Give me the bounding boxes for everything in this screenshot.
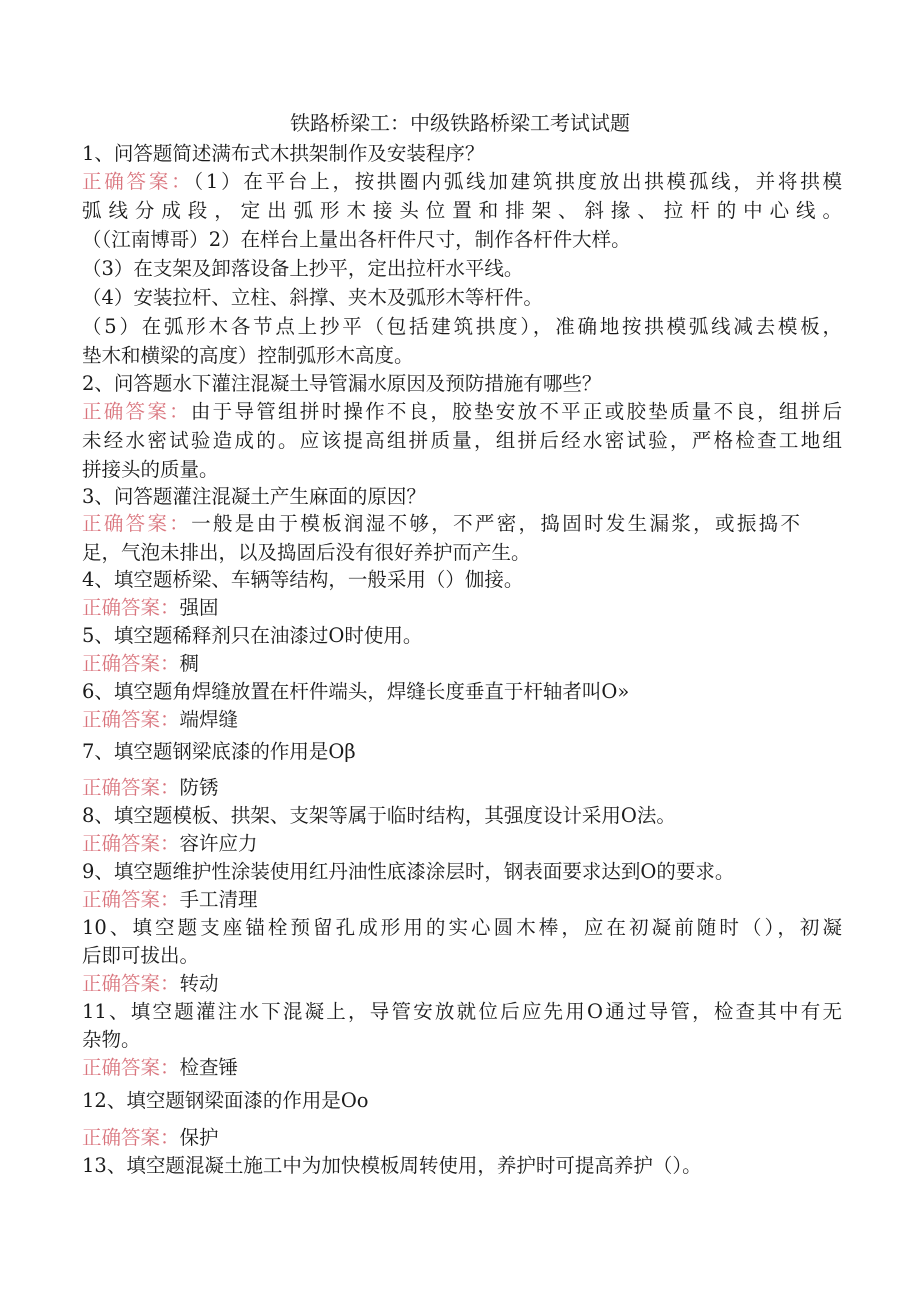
answer-6 — [82, 706, 842, 734]
answer-label: 正确答案： — [82, 776, 180, 799]
answer-1-line-7: 垫木和横梁的高度）控制弧形木高度。 — [82, 344, 414, 367]
answer-text: 防锈 — [179, 776, 219, 799]
answer-label: 正确答案： — [82, 400, 191, 423]
answer-1-line-2: 弧线分成段，定出弧形木接头位置和排架、斜掾、拉杆的中心线。 — [82, 199, 842, 222]
answer-3-line-1 — [82, 510, 800, 538]
answer-1-line-6: （5）在弧形木各节点上抄平（包括建筑拱度），准确地按拱模弧线减去模板， — [82, 315, 842, 338]
answer-text: （1）在平台上，按拱圈内弧线加建筑拱度放出拱模孤线，并将拱模 — [193, 170, 842, 193]
answer-text: 端焊缝 — [179, 708, 239, 731]
answer-text: 由于导管组拼时操作不良，胶垫安放不平正或胶垫质量不良，组拼后 — [190, 400, 842, 423]
answer-1-line-4: （3）在支架及卸落设备上抄平，定出拉杆水平线。 — [82, 257, 524, 280]
answer-text: 手工清理 — [179, 888, 258, 911]
answer-10 — [82, 970, 842, 998]
answer-2-line-2: 未经水密试验造成的。应该提高组拼质量，组拼后经水密试验，严格检查工地组 — [82, 429, 842, 452]
answer-label: 正确答案： — [82, 888, 180, 911]
answer-text: 保护 — [179, 1126, 219, 1149]
question-7: 7、填空题钢梁底漆的作用是Oβ — [82, 740, 356, 763]
answer-label: 正确答案： — [82, 1056, 180, 1079]
answer-1-line-1 — [82, 168, 842, 196]
question-12: 12、填空题钢梁面漆的作用是Oo — [82, 1089, 369, 1112]
question-9: 9、填空题维护性涂装使用红丹油性底漆涂层时，钢表面要求达到O的要求。 — [82, 860, 735, 883]
answer-3-line-2: 足，气泡未排出，以及捣固后没有很好养护而产生。 — [82, 541, 531, 564]
answer-label: 正确答案： — [82, 1126, 180, 1149]
question-4: 4、填空题桥梁、车辆等结构，一般采用（）伽接。 — [82, 568, 524, 591]
answer-5 — [82, 650, 842, 678]
answer-label: 正确答案： — [82, 708, 180, 731]
answer-7 — [82, 774, 842, 802]
answer-1-line-5: （4）安装拉杆、立柱、斜撑、夹木及弧形木等杆件。 — [82, 286, 543, 309]
answer-2-line-3: 拼接头的质量。 — [82, 458, 219, 481]
question-10-line-2: 后即可拔出。 — [82, 944, 200, 967]
answer-9 — [82, 886, 842, 914]
answer-label: 正确答案： — [82, 170, 194, 193]
answer-text: 强固 — [179, 596, 219, 619]
question-5: 5、填空题稀释剂只在油漆过O时使用。 — [82, 624, 423, 647]
question-11-line-2: 杂物。 — [82, 1028, 141, 1051]
answer-label: 正确答案： — [82, 972, 180, 995]
question-8: 8、填空题模板、拱架、支架等属于临时结构，其强度设计采用O法。 — [82, 804, 676, 827]
answer-text: 稠 — [179, 652, 200, 675]
answer-text: 容许应力 — [179, 832, 258, 855]
answer-text: 检查锤 — [179, 1056, 239, 1079]
answer-label: 正确答案： — [82, 596, 180, 619]
question-3: 3、问答题灌注混凝土产生麻面的原因？ — [82, 485, 426, 508]
question-11-line-1: 11、填空题灌注水下混凝上，导管安放就位后应先用O通过导管，检查其中有无 — [82, 1000, 842, 1023]
question-10-line-1: 10、填空题支座锚栓预留孔成形用的实心圆木棒，应在初凝前随时（），初凝 — [82, 916, 842, 939]
answer-2-line-1 — [82, 398, 842, 426]
answer-12 — [82, 1124, 842, 1152]
document-title: 铁路桥梁工：中级铁路桥梁工考试试题 — [290, 111, 630, 135]
answer-text: 一般是由于模板润湿不够，不严密，捣固时发生漏浆，或振捣不 — [191, 512, 800, 535]
question-1: 1、问答题简述满布式木拱架制作及安装程序？ — [82, 142, 485, 165]
question-13: 13、填空题混凝土施工中为加快模板周转使用，养护时可提高养护（）。 — [82, 1154, 702, 1177]
question-2: 2、问答题水下灌注混凝土导管漏水原因及预防措施有哪些？ — [82, 372, 602, 395]
answer-11 — [82, 1054, 842, 1082]
answer-4 — [82, 594, 842, 622]
question-6: 6、填空题角焊缝放置在杆件端头，焊缝长度垂直于杆轴者叫O» — [82, 680, 630, 703]
answer-label: 正确答案： — [82, 832, 180, 855]
answer-label: 正确答案： — [82, 512, 192, 535]
answer-8 — [82, 830, 842, 858]
answer-1-line-3: （（江南博哥）2）在样台上量出各杆件尺寸，制作各杆件大样。 — [82, 228, 631, 251]
answer-label: 正确答案： — [82, 652, 180, 675]
answer-text: 转动 — [179, 972, 219, 995]
